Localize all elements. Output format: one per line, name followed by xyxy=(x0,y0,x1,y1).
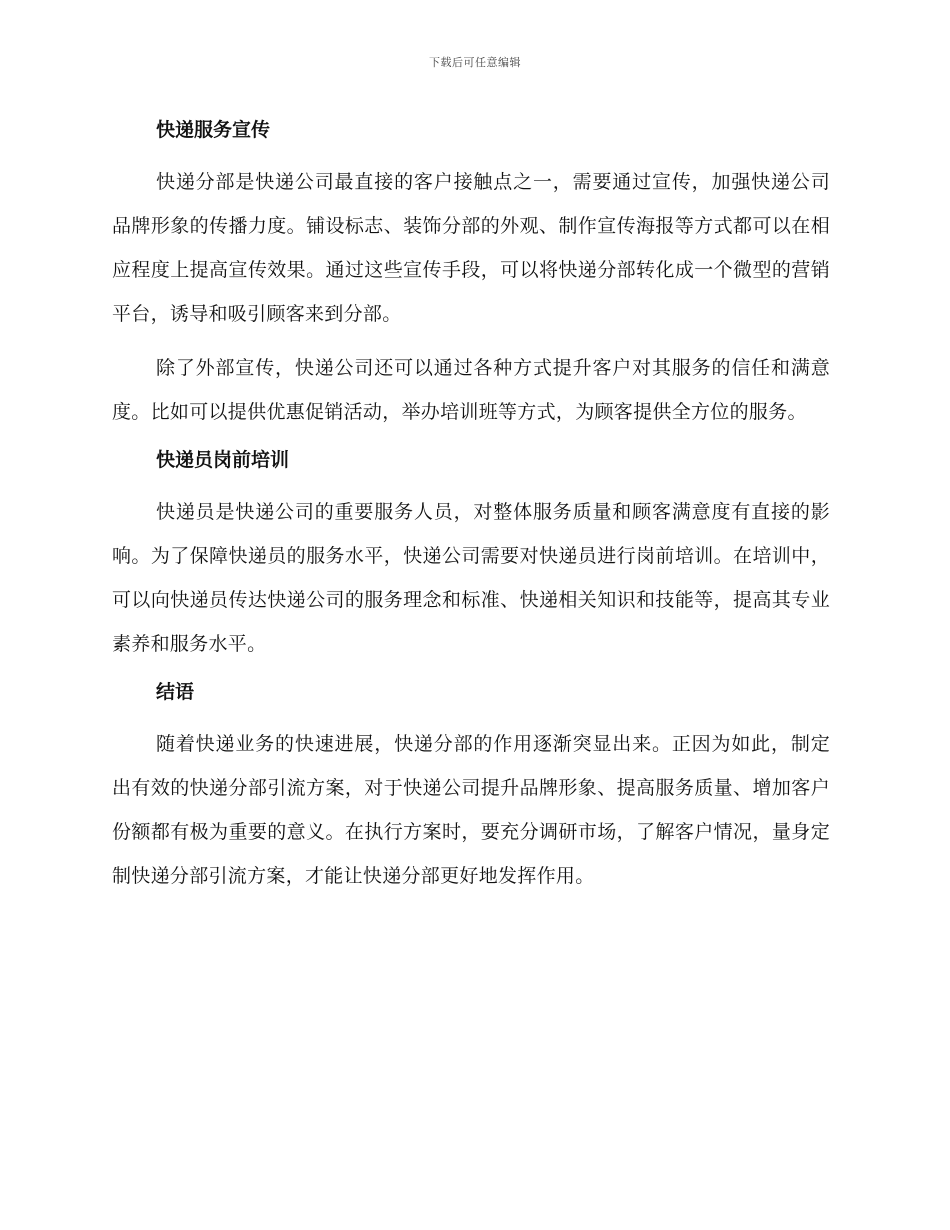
section-heading: 快递员岗前培训 xyxy=(156,449,290,471)
section-heading: 结语 xyxy=(156,681,195,703)
section-heading: 快递服务宣传 xyxy=(156,119,271,141)
section-training xyxy=(112,444,830,666)
section-publicity xyxy=(112,114,830,434)
document-body xyxy=(112,110,830,908)
paragraph: 随着快递业务的快速进展，快递分部的作用逐渐突显出来。正因为如此，制定出有效的快递分部引流方案，对于快递公司提升品牌形象、提高服务质量、增加客户份额都有极为重要的意义。在执行方案时，要充分调研市场，了解客户情况，量身定制快递分部引流方案，才能让快递分部更好地发挥作用。 xyxy=(112,733,830,887)
page-header: 下载后可任意编辑 xyxy=(429,56,521,69)
paragraph: 快递分部是快递公司最直接的客户接触点之一，需要通过宣传，加强快递公司品牌形象的传播力度。铺设标志、装饰分部的外观、制作宣传海报等方式都可以在相应程度上提高宣传效果。通过这些宣传手段，可以将快递分部转化成一个微型的营销平台，诱导和吸引顾客来到分部。 xyxy=(112,171,830,325)
paragraph: 快递员是快递公司的重要服务人员，对整体服务质量和顾客满意度有直接的影响。为了保障快递员的服务水平，快递公司需要对快递员进行岗前培训。在培训中，可以向快递员传达快递公司的服务理念和标准、快递相关知识和技能等，提高其专业素养和服务水平。 xyxy=(112,501,830,655)
section-conclusion xyxy=(112,676,830,898)
paragraph: 除了外部宣传，快递公司还可以通过各种方式提升客户对其服务的信任和满意度。比如可以提供优惠促销活动，举办培训班等方式，为顾客提供全方位的服务。 xyxy=(112,357,830,423)
